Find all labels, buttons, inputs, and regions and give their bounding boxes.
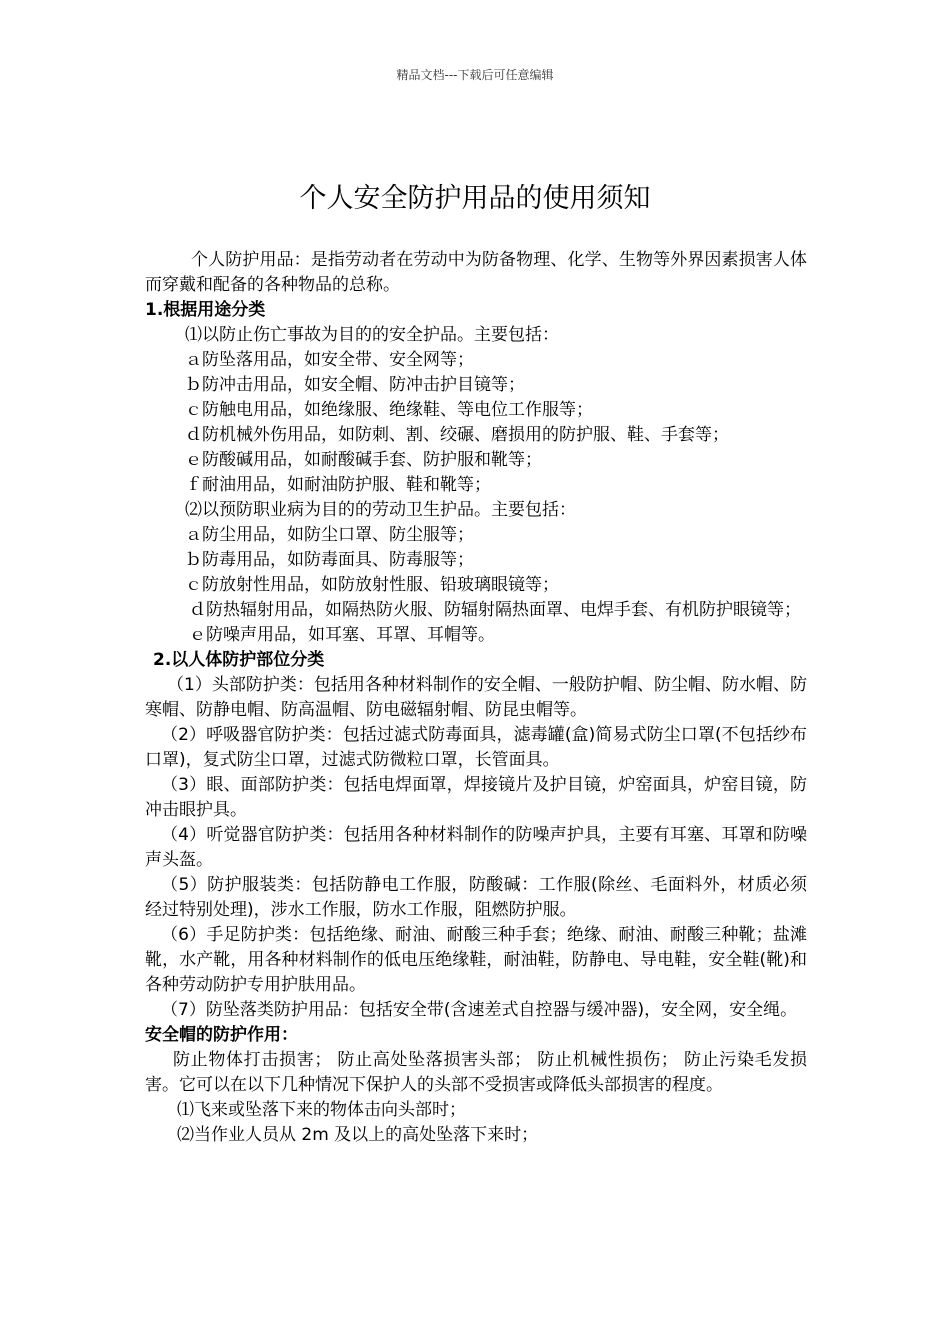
section2-heading: 2.以人体防护部位分类 xyxy=(153,650,325,670)
list-item: （6）手足防护类：包括绝缘、耐油、耐酸三种手套；绝缘、耐油、耐酸三种靴；盐滩靴，水产靴，用各种材料制作的低电压绝缘鞋，耐油鞋，防静电、导电鞋，安全鞋(靴)和各种劳动防护专用护肤用品。 xyxy=(145,925,807,995)
list-item: ｃ防放射性用品，如防放射性服、铅玻璃眼镜等； xyxy=(185,575,559,595)
list-item: ⑴飞来或坠落下来的物体击向头部时； xyxy=(177,1100,466,1120)
section3-heading: 安全帽的防护作用： xyxy=(145,1025,298,1045)
list-item: ｅ防噪声用品，如耳塞、耳罩、耳帽等。 xyxy=(189,625,495,645)
list-item: ｄ防机械外伤用品，如防刺、割、绞碾、磨损用的防护服、鞋、手套等； xyxy=(185,425,729,445)
list-item: ｂ防冲击用品，如安全帽、防冲击护目镜等； xyxy=(185,375,525,395)
list-item: ｅ防酸碱用品，如耐酸碱手套、防护服和靴等； xyxy=(185,450,542,470)
list-item: ｂ防毒用品，如防毒面具、防毒服等； xyxy=(185,550,474,570)
list-item: ａ防坠落用品，如安全带、安全网等； xyxy=(185,350,474,370)
document-body xyxy=(145,248,807,1148)
list-item: ⑵当作业人员从 2m 及以上的高处坠落下来时； xyxy=(177,1125,539,1145)
section3-paragraph: 防止物体打击损害； 防止高处坠落损害头部； 防止机械性损伤； 防止污染毛发损害。它可以在以下几种情况下保护人的头部不受损害或降低头部损害的程度。 xyxy=(145,1050,807,1095)
list-item: （1）头部防护类：包括用各种材料制作的安全帽、一般防护帽、防尘帽、防水帽、防寒帽、防静电帽、防高温帽、防电磁辐射帽、防昆虫帽等。 xyxy=(145,675,807,720)
list-item: ｃ防触电用品，如绝缘服、绝缘鞋、等电位工作服等； xyxy=(185,400,593,420)
intro-paragraph: 个人防护用品：是指劳动者在劳动中为防备物理、化学、生物等外界因素损害人体而穿戴和配备的各种物品的总称。 xyxy=(145,250,807,295)
list-item: （3）眼、面部防护类：包括电焊面罩，焊接镜片及护目镜，炉窑面具，炉窑目镜，防冲击眼护具。 xyxy=(145,775,807,820)
list-item: ｄ防热辐射用品，如隔热防火服、防辐射隔热面罩、电焊手套、有机防护眼镜等； xyxy=(189,600,801,620)
list-item: （5）防护服装类：包括防静电工作服，防酸碱：工作服(除丝、毛面料外，材质必须经过特别处理)，涉水工作服，防水工作服，阻燃防护服。 xyxy=(145,875,807,920)
list-item: （2）呼吸器官防护类：包括过滤式防毒面具，滤毒罐(盒)简易式防尘口罩(不包括纱布口罩)，复式防尘口罩，过滤式防微粒口罩，长管面具。 xyxy=(145,725,807,770)
list-item: （7）防坠落类防护用品：包括安全带(含速差式自控器与缓冲器)，安全网，安全绳。 xyxy=(161,1000,798,1020)
section1-group1-intro: ⑴以防止伤亡事故为目的的安全护品。主要包括： xyxy=(185,325,559,345)
page-title: 个人安全防护用品的使用须知 xyxy=(299,183,651,214)
list-item: （4）听觉器官防护类：包括用各种材料制作的防噪声护具，主要有耳塞、耳罩和防噪声头盔。 xyxy=(145,825,807,870)
section1-group2-intro: ⑵以预防职业病为目的的劳动卫生护品。主要包括： xyxy=(185,500,576,520)
list-item: ｆ耐油用品，如耐油防护服、鞋和靴等； xyxy=(185,475,491,495)
section1-heading: 1.根据用途分类 xyxy=(145,300,266,320)
header-note: 精品文档---下载后可任意编辑 xyxy=(396,68,554,82)
list-item: ａ防尘用品，如防尘口罩、防尘服等； xyxy=(185,525,474,545)
